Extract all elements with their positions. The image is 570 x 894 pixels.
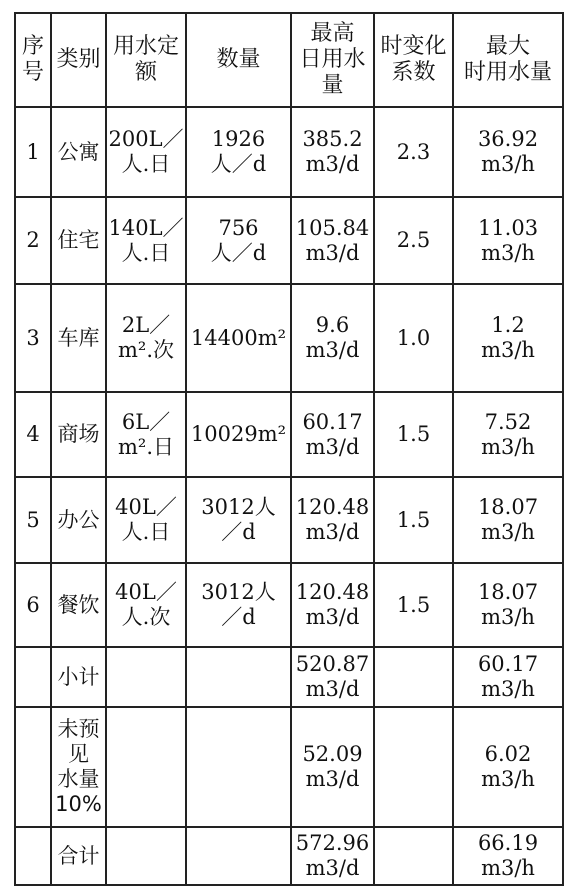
row-quota: 2L／ m².次 (106, 284, 186, 392)
table-row (15, 284, 563, 392)
row-amount: 10029m² (186, 392, 291, 477)
unforeseen-label: 未预 见 水量 10% (51, 707, 106, 827)
row-no: 3 (15, 284, 51, 392)
header-no: 序 号 (15, 13, 51, 107)
row-category: 公寓 (51, 107, 106, 197)
table-row (15, 477, 563, 563)
row-category: 车库 (51, 284, 106, 392)
row-quota: 140L／ 人.日 (106, 197, 186, 284)
table-row (15, 563, 563, 647)
row-no: 5 (15, 477, 51, 563)
row-no: 1 (15, 107, 51, 197)
subtotal-amount (186, 647, 291, 707)
total-max-daily: 572.96 m3/d (291, 827, 374, 885)
header-max-daily: 最高 日用水 量 (291, 13, 374, 107)
subtotal-max-daily: 520.87 m3/d (291, 647, 374, 707)
unforeseen-coef (374, 707, 453, 827)
row-category: 商场 (51, 392, 106, 477)
subtotal-coef (374, 647, 453, 707)
total-quota (106, 827, 186, 885)
row-coef: 1.5 (374, 477, 453, 563)
row-max-daily: 9.6 m3/d (291, 284, 374, 392)
row-category: 办公 (51, 477, 106, 563)
unforeseen-no (15, 707, 51, 827)
header-quota: 用水定 额 (106, 13, 186, 107)
row-max-hourly: 18.07 m3/h (453, 563, 563, 647)
unforeseen-max-daily: 52.09 m3/d (291, 707, 374, 827)
row-max-hourly: 11.03 m3/h (453, 197, 563, 284)
row-category: 住宅 (51, 197, 106, 284)
header-category: 类别 (51, 13, 106, 107)
row-coef: 1.5 (374, 563, 453, 647)
total-max-hourly: 66.19 m3/h (453, 827, 563, 885)
table-row (15, 392, 563, 477)
header-row (15, 13, 563, 107)
row-amount: 756 人／d (186, 197, 291, 284)
water-usage-table (14, 12, 564, 886)
total-no (15, 827, 51, 885)
row-coef: 1.5 (374, 392, 453, 477)
subtotal-row (15, 647, 563, 707)
row-quota: 40L／ 人.次 (106, 563, 186, 647)
header-max-hourly: 最大 时用水量 (453, 13, 563, 107)
row-amount: 3012人 ／d (186, 477, 291, 563)
header-amount: 数量 (186, 13, 291, 107)
row-category: 餐饮 (51, 563, 106, 647)
row-coef: 2.5 (374, 197, 453, 284)
row-max-daily: 120.48 m3/d (291, 477, 374, 563)
total-row (15, 827, 563, 885)
row-no: 2 (15, 197, 51, 284)
row-quota: 6L／ m².日 (106, 392, 186, 477)
row-max-hourly: 1.2 m3/h (453, 284, 563, 392)
row-max-hourly: 18.07 m3/h (453, 477, 563, 563)
row-coef: 2.3 (374, 107, 453, 197)
header-coef: 时变化 系数 (374, 13, 453, 107)
row-max-daily: 105.84 m3/d (291, 197, 374, 284)
subtotal-label: 小计 (51, 647, 106, 707)
row-max-daily: 385.2 m3/d (291, 107, 374, 197)
total-label: 合计 (51, 827, 106, 885)
row-no: 6 (15, 563, 51, 647)
subtotal-max-hourly: 60.17 m3/h (453, 647, 563, 707)
row-max-hourly: 7.52 m3/h (453, 392, 563, 477)
row-amount: 3012人 ／d (186, 563, 291, 647)
row-quota: 200L／ 人.日 (106, 107, 186, 197)
total-amount (186, 827, 291, 885)
total-coef (374, 827, 453, 885)
unforeseen-quota (106, 707, 186, 827)
row-max-hourly: 36.92 m3/h (453, 107, 563, 197)
row-coef: 1.0 (374, 284, 453, 392)
unforeseen-max-hourly: 6.02 m3/h (453, 707, 563, 827)
row-max-daily: 60.17 m3/d (291, 392, 374, 477)
table-row (15, 197, 563, 284)
row-no: 4 (15, 392, 51, 477)
row-amount: 14400m² (186, 284, 291, 392)
unforeseen-row (15, 707, 563, 827)
subtotal-quota (106, 647, 186, 707)
row-quota: 40L／ 人.日 (106, 477, 186, 563)
row-amount: 1926 人／d (186, 107, 291, 197)
row-max-daily: 120.48 m3/d (291, 563, 374, 647)
subtotal-no (15, 647, 51, 707)
unforeseen-amount (186, 707, 291, 827)
table-row (15, 107, 563, 197)
